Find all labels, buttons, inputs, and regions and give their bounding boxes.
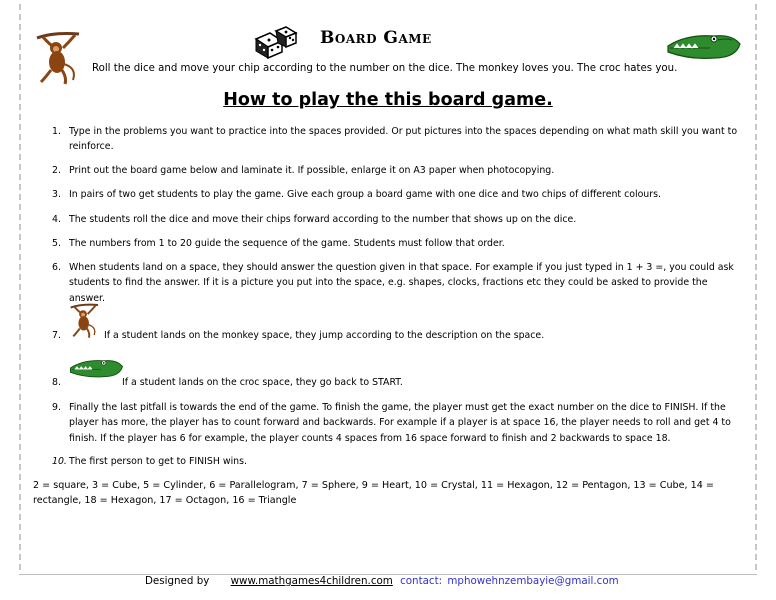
designed-by-label: Designed by [145,575,210,587]
step-text: The students roll the dice and move their chips forward according to the number that shows up on the dice. [69,214,577,225]
step-number: 9. [52,402,61,413]
step-text: When students land on a space, they should answer the question given in that space. For example if you just typed in 1 + 3 =, you could ask students to find the answer. If it is a picture you put into the space, e.g. shapes, clocks, fractions etc they could be asked to provide the answer. [69,262,734,304]
step-text: Type in the problems you want to practice into the spaces provided. Or put pictures into the spaces depending on what math skill you want to reinforce. [69,126,738,153]
instructions-heading: How to play the this board game. [223,90,553,110]
contact-label: contact: [400,575,443,587]
game-intro: Roll the dice and move your chip according to the number on the dice. The monkey loves you. The croc hates you. [92,63,678,74]
website-link[interactable]: www.mathgames4children.com [230,575,393,587]
crocodile-icon [666,28,742,64]
step-number: 2. [52,165,61,176]
step-text: The first person to get to FINISH wins. [69,456,247,467]
step-number: 6. [52,262,61,273]
step-text: If a student lands on the monkey space, they jump according to the description on the space. [104,330,545,341]
step-number: 5. [52,238,61,249]
dice-icon [252,25,298,59]
footer [145,575,619,587]
step-text: The numbers from 1 to 20 guide the sequence of the game. Students must follow that order. [69,238,505,249]
step-number: 3. [52,189,61,200]
page-border-right [755,4,757,570]
step-number: 1. [52,126,61,137]
email-link[interactable]: mphowehnzembayie@gmail.com [447,575,619,587]
monkey-icon [68,300,102,340]
monkey-icon [33,28,85,86]
crocodile-icon [69,354,124,382]
step-number: 10. [52,456,67,467]
step-number: 8. [52,377,61,388]
step-text: Print out the board game below and laminate it. If possible, enlarge it on A3 paper when photocopying. [69,165,555,176]
step-text: Finally the last pitfall is towards the end of the game. To finish the game, the player must get the exact number on the dice to FINISH. If the player has more, the player has to count forward and backwards. For example if a player is at space 16, the player needs to roll and get 4 to finish. If the player has 6 for example, the player counts 4 spaces from 16 space forward to finish and 2 backwards to space 18. [69,402,731,444]
step-number: 7. [52,330,61,341]
step-text: If a student lands on the croc space, they go back to START. [122,377,403,388]
page-border-left [19,4,21,570]
page-title: Board Game [320,28,432,48]
step-number: 4. [52,214,61,225]
shapes-key: 2 = square, 3 = Cube, 5 = Cylinder, 6 = Parallelogram, 7 = Sphere, 9 = Heart, 10 = Crystal, 11 = Hexagon, 12 = Pentagon, 13 = Cube, 14 = rectangle, 18 = Hexagon, 17 = Octagon, 16 = Triangle [33,480,714,506]
step-text: In pairs of two get students to play the game. Give each group a board game with one dice and two chips of different colours. [69,189,661,200]
